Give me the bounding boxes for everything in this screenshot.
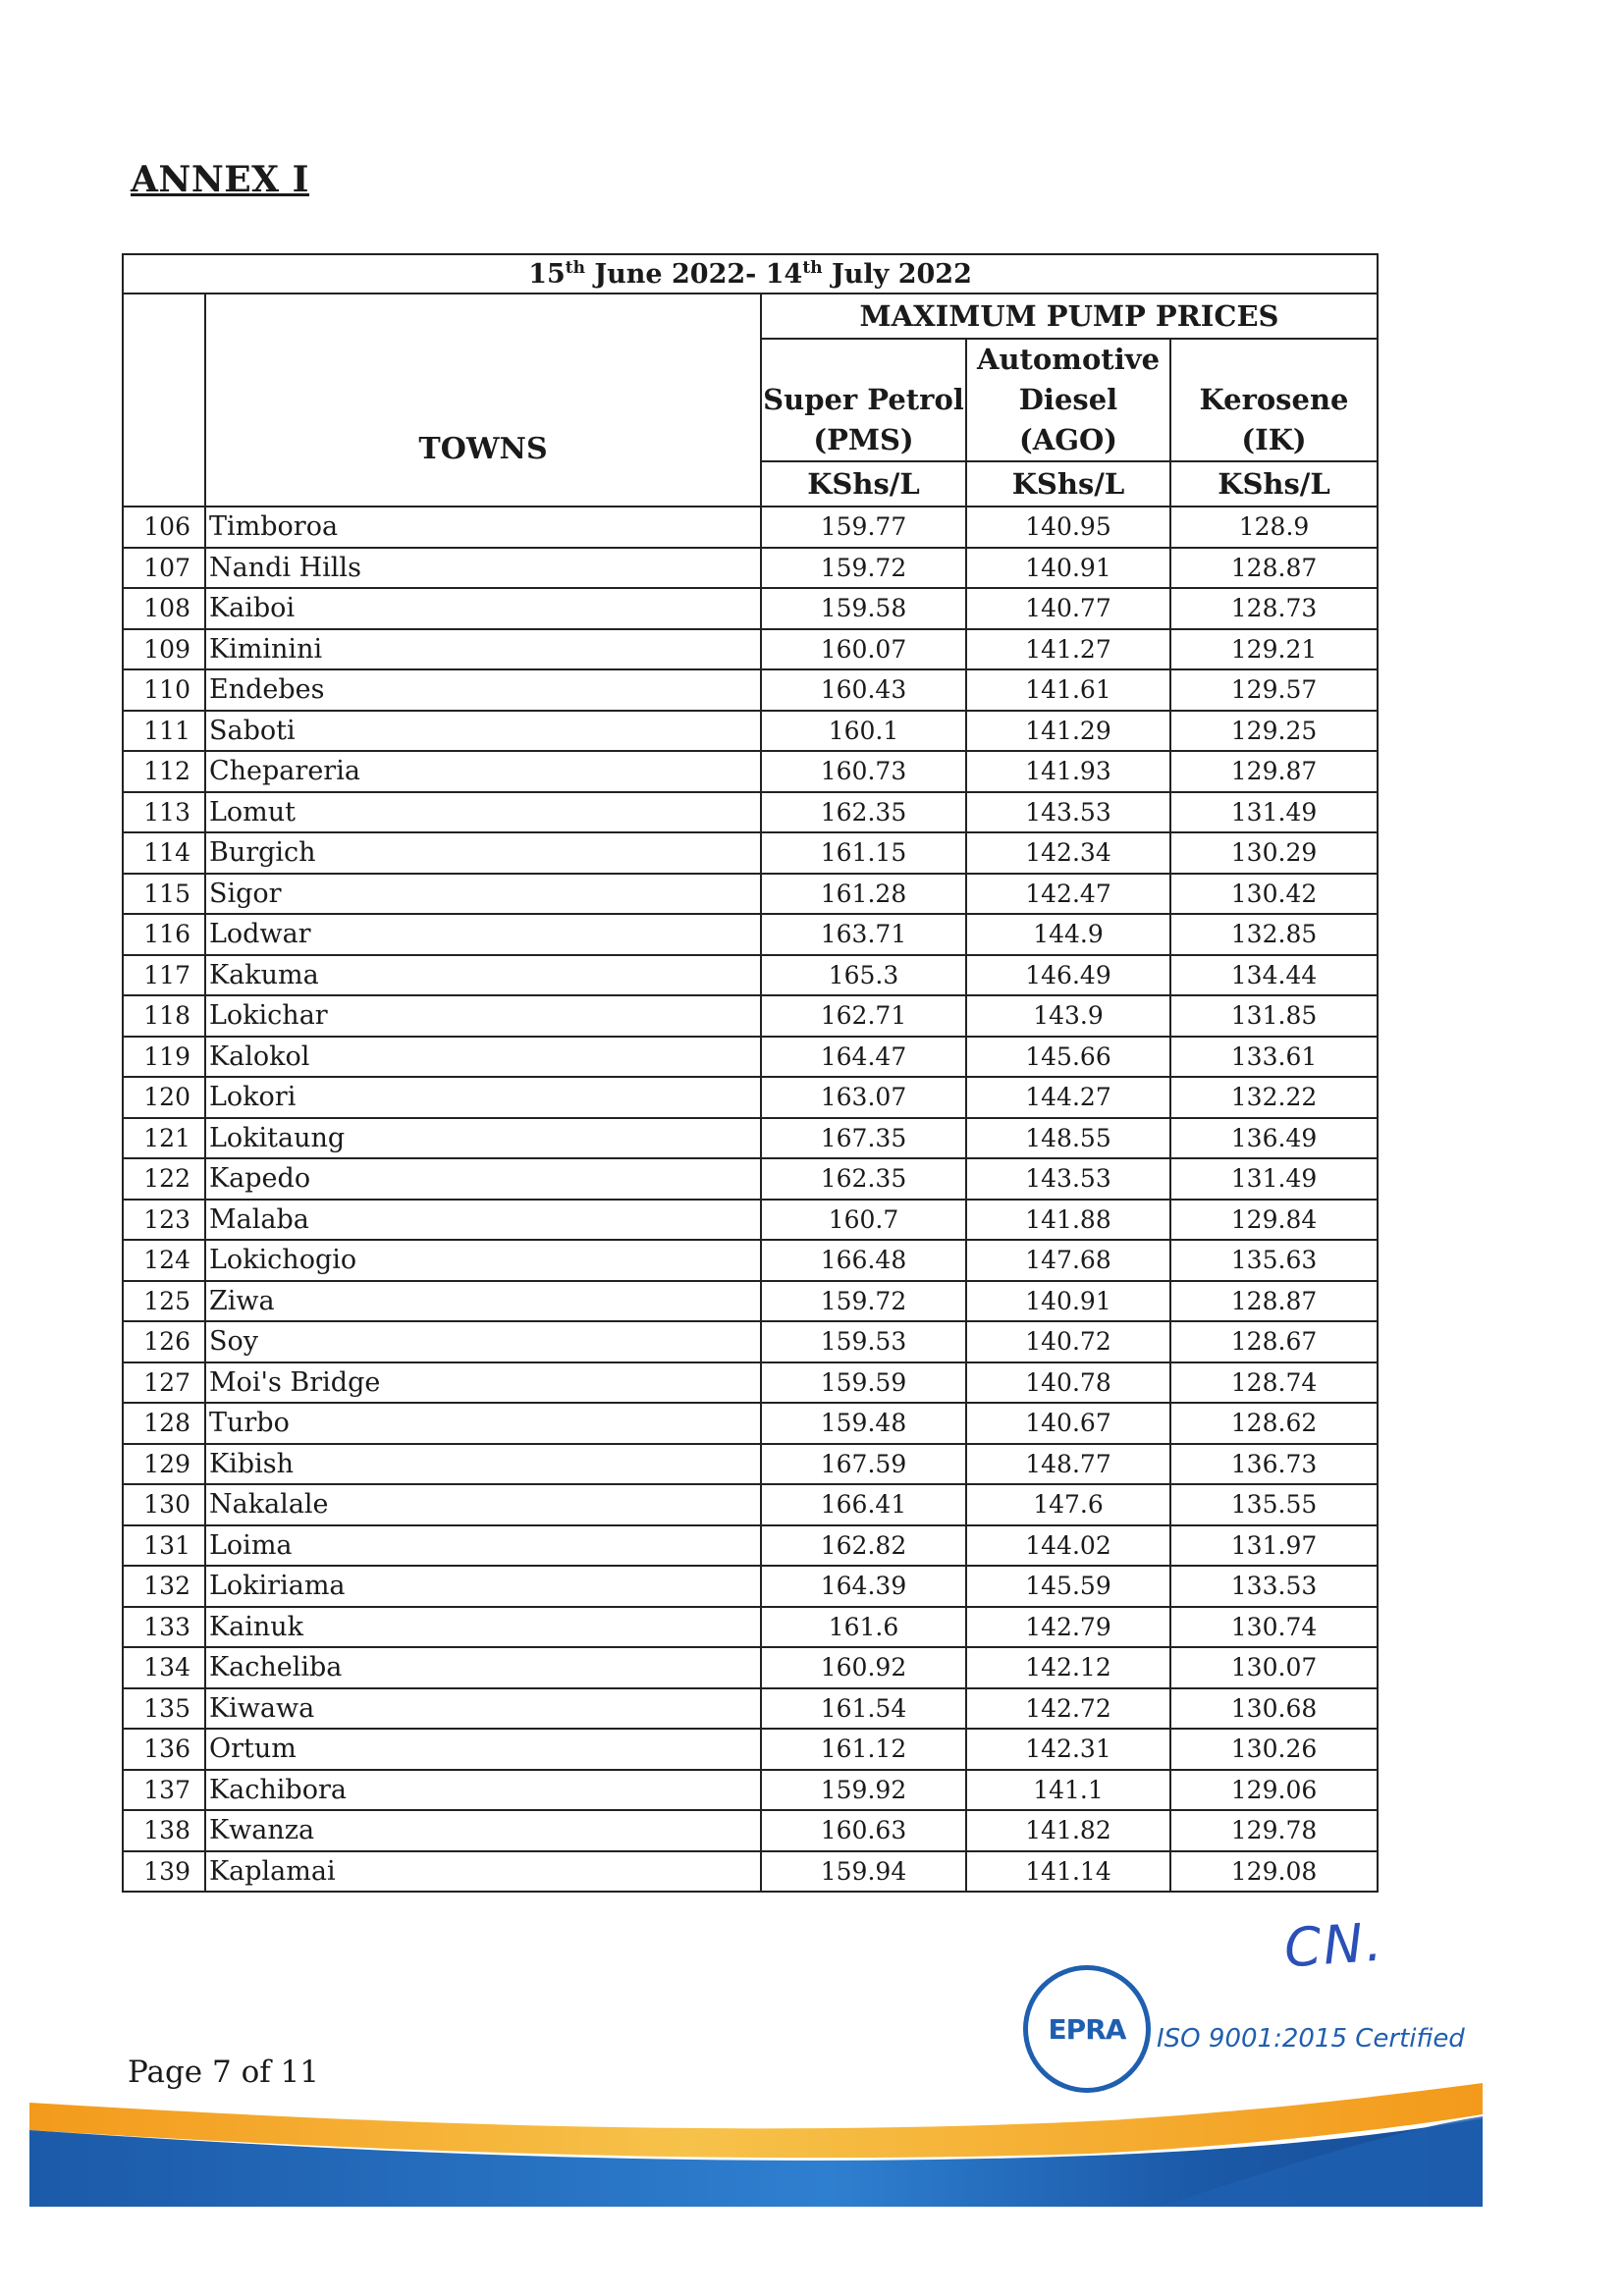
table-row <box>123 507 1378 548</box>
table-row <box>123 955 1378 996</box>
ik-price: 136.49 <box>1170 1118 1378 1159</box>
town-name: Ziwa <box>205 1281 761 1322</box>
ago-price: 142.47 <box>966 874 1170 915</box>
town-name: Lokori <box>205 1077 761 1118</box>
table-row <box>123 1607 1378 1648</box>
ik-price: 128.74 <box>1170 1362 1378 1404</box>
town-name: Lokitaung <box>205 1118 761 1159</box>
town-name: Kwanza <box>205 1810 761 1851</box>
town-name: Kibish <box>205 1444 761 1485</box>
town-name: Malaba <box>205 1200 761 1241</box>
town-name: Kiminini <box>205 629 761 670</box>
row-number: 111 <box>123 711 205 752</box>
ik-price: 129.78 <box>1170 1810 1378 1851</box>
table-row <box>123 1118 1378 1159</box>
town-name: Burgich <box>205 832 761 874</box>
row-number: 121 <box>123 1118 205 1159</box>
table-row <box>123 1647 1378 1688</box>
table-row <box>123 1037 1378 1078</box>
ik-price: 131.97 <box>1170 1525 1378 1567</box>
row-number: 124 <box>123 1240 205 1281</box>
row-number: 138 <box>123 1810 205 1851</box>
pms-price: 161.12 <box>761 1729 966 1770</box>
row-number: 118 <box>123 995 205 1037</box>
handwritten-initials: CN. <box>1281 1910 1386 1980</box>
ik-price: 130.42 <box>1170 874 1378 915</box>
town-name: Lokiriama <box>205 1566 761 1607</box>
table-row <box>123 669 1378 711</box>
pms-price: 159.48 <box>761 1403 966 1444</box>
pms-price: 164.39 <box>761 1566 966 1607</box>
ik-price: 129.21 <box>1170 629 1378 670</box>
maximum-pump-prices-header: MAXIMUM PUMP PRICES <box>761 294 1378 339</box>
ago-price: 141.88 <box>966 1200 1170 1241</box>
ik-price: 131.49 <box>1170 792 1378 833</box>
table-row <box>123 1729 1378 1770</box>
table-row <box>123 588 1378 629</box>
ago-price: 141.14 <box>966 1851 1170 1893</box>
table-row <box>123 792 1378 833</box>
table-row <box>123 1770 1378 1811</box>
ago-price: 142.79 <box>966 1607 1170 1648</box>
ik-price: 128.87 <box>1170 548 1378 589</box>
ago-price: 147.68 <box>966 1240 1170 1281</box>
town-name: Nakalale <box>205 1484 761 1525</box>
ago-price: 144.02 <box>966 1525 1170 1567</box>
ik-price: 128.62 <box>1170 1403 1378 1444</box>
table-row <box>123 1810 1378 1851</box>
ik-price: 132.22 <box>1170 1077 1378 1118</box>
annex-title: ANNEX I <box>131 159 309 200</box>
table-row <box>123 1321 1378 1362</box>
town-name: Nandi Hills <box>205 548 761 589</box>
row-number: 114 <box>123 832 205 874</box>
pms-price: 159.92 <box>761 1770 966 1811</box>
table-row <box>123 1240 1378 1281</box>
ik-price: 128.67 <box>1170 1321 1378 1362</box>
ik-price: 130.68 <box>1170 1688 1378 1730</box>
ago-price: 140.91 <box>966 1281 1170 1322</box>
pump-prices-table <box>122 253 1379 1893</box>
ik-price: 132.85 <box>1170 914 1378 955</box>
town-name: Lodwar <box>205 914 761 955</box>
ago-price: 141.61 <box>966 669 1170 711</box>
ago-price: 141.27 <box>966 629 1170 670</box>
pms-price: 159.58 <box>761 588 966 629</box>
row-number: 139 <box>123 1851 205 1893</box>
table-row <box>123 629 1378 670</box>
table-row <box>123 832 1378 874</box>
pms-price: 163.71 <box>761 914 966 955</box>
row-number: 112 <box>123 751 205 792</box>
pms-price: 167.59 <box>761 1444 966 1485</box>
row-number: 108 <box>123 588 205 629</box>
ik-price: 136.73 <box>1170 1444 1378 1485</box>
pms-price: 161.28 <box>761 874 966 915</box>
ago-price: 140.72 <box>966 1321 1170 1362</box>
ik-price: 130.07 <box>1170 1647 1378 1688</box>
ago-price: 140.78 <box>966 1362 1170 1404</box>
table-row <box>123 751 1378 792</box>
ago-price: 145.59 <box>966 1566 1170 1607</box>
pms-price: 159.77 <box>761 507 966 548</box>
kerosene-header: Kerosene (IK) <box>1170 339 1378 461</box>
super-petrol-header: Super Petrol (PMS) <box>761 339 966 461</box>
pms-price: 161.6 <box>761 1607 966 1648</box>
ik-price: 130.74 <box>1170 1607 1378 1648</box>
pms-price: 159.53 <box>761 1321 966 1362</box>
pms-price: 165.3 <box>761 955 966 996</box>
diesel-header: Automotive Diesel (AGO) <box>966 339 1170 461</box>
row-number: 128 <box>123 1403 205 1444</box>
ik-price: 128.87 <box>1170 1281 1378 1322</box>
table-row <box>123 1158 1378 1200</box>
ik-price: 129.87 <box>1170 751 1378 792</box>
ago-price: 147.6 <box>966 1484 1170 1525</box>
row-number: 110 <box>123 669 205 711</box>
pms-price: 160.43 <box>761 669 966 711</box>
ik-price: 135.63 <box>1170 1240 1378 1281</box>
pms-price: 160.07 <box>761 629 966 670</box>
ago-price: 148.77 <box>966 1444 1170 1485</box>
ik-price: 131.85 <box>1170 995 1378 1037</box>
ik-price: 131.49 <box>1170 1158 1378 1200</box>
pms-price: 160.73 <box>761 751 966 792</box>
ago-price: 140.95 <box>966 507 1170 548</box>
pms-price: 159.72 <box>761 1281 966 1322</box>
pms-price: 166.41 <box>761 1484 966 1525</box>
pms-price: 162.35 <box>761 792 966 833</box>
town-name: Kainuk <box>205 1607 761 1648</box>
table-row <box>123 1077 1378 1118</box>
towns-header: TOWNS <box>205 294 761 507</box>
ago-price: 142.34 <box>966 832 1170 874</box>
pms-price: 162.82 <box>761 1525 966 1567</box>
ik-price: 133.61 <box>1170 1037 1378 1078</box>
ik-price: 129.08 <box>1170 1851 1378 1893</box>
ik-price: 134.44 <box>1170 955 1378 996</box>
table-row <box>123 874 1378 915</box>
table-row <box>123 711 1378 752</box>
ago-price: 140.77 <box>966 588 1170 629</box>
row-number: 117 <box>123 955 205 996</box>
town-name: Moi's Bridge <box>205 1362 761 1404</box>
epra-logo <box>1023 1965 1151 2093</box>
ago-price: 144.9 <box>966 914 1170 955</box>
pms-unit-header: KShs/L <box>761 461 966 507</box>
town-name: Timboroa <box>205 507 761 548</box>
row-number: 137 <box>123 1770 205 1811</box>
ago-price: 148.55 <box>966 1118 1170 1159</box>
table-row <box>123 1484 1378 1525</box>
ik-price: 128.73 <box>1170 588 1378 629</box>
town-name: Lokichar <box>205 995 761 1037</box>
ago-price: 142.72 <box>966 1688 1170 1730</box>
table-row <box>123 1525 1378 1567</box>
row-number: 132 <box>123 1566 205 1607</box>
town-name: Sigor <box>205 874 761 915</box>
table-body <box>123 507 1378 1892</box>
ago-price: 142.12 <box>966 1647 1170 1688</box>
town-name: Kiwawa <box>205 1688 761 1730</box>
pms-price: 160.1 <box>761 711 966 752</box>
ik-price: 130.26 <box>1170 1729 1378 1770</box>
town-name: Saboti <box>205 711 761 752</box>
ago-price: 143.9 <box>966 995 1170 1037</box>
ik-price: 128.9 <box>1170 507 1378 548</box>
table-row <box>123 1566 1378 1607</box>
ago-price: 143.53 <box>966 1158 1170 1200</box>
table-row <box>123 548 1378 589</box>
table-row <box>123 1362 1378 1404</box>
ik-price: 129.25 <box>1170 711 1378 752</box>
row-number: 127 <box>123 1362 205 1404</box>
row-number: 131 <box>123 1525 205 1567</box>
iso-certification: ISO 9001:2015 Certified <box>1157 2024 1465 2054</box>
page-number: Page 7 of 11 <box>128 2055 320 2090</box>
pms-price: 161.15 <box>761 832 966 874</box>
pms-price: 167.35 <box>761 1118 966 1159</box>
ago-price: 141.1 <box>966 1770 1170 1811</box>
pms-price: 163.07 <box>761 1077 966 1118</box>
table-row <box>123 914 1378 955</box>
table-row <box>123 1281 1378 1322</box>
row-number: 136 <box>123 1729 205 1770</box>
town-name: Kakuma <box>205 955 761 996</box>
ik-price: 129.84 <box>1170 1200 1378 1241</box>
pms-price: 162.35 <box>761 1158 966 1200</box>
row-number: 116 <box>123 914 205 955</box>
row-number: 134 <box>123 1647 205 1688</box>
row-number: 120 <box>123 1077 205 1118</box>
town-name: Kacheliba <box>205 1647 761 1688</box>
town-name: Soy <box>205 1321 761 1362</box>
town-name: Kaplamai <box>205 1851 761 1893</box>
ik-price: 129.57 <box>1170 669 1378 711</box>
town-name: Turbo <box>205 1403 761 1444</box>
town-name: Kaiboi <box>205 588 761 629</box>
town-name: Kachibora <box>205 1770 761 1811</box>
ago-price: 144.27 <box>966 1077 1170 1118</box>
ago-price: 140.67 <box>966 1403 1170 1444</box>
ik-price: 135.55 <box>1170 1484 1378 1525</box>
ik-price: 129.06 <box>1170 1770 1378 1811</box>
pms-price: 160.92 <box>761 1647 966 1688</box>
row-number: 135 <box>123 1688 205 1730</box>
table-row <box>123 1851 1378 1893</box>
ago-unit-header: KShs/L <box>966 461 1170 507</box>
table-row <box>123 1688 1378 1730</box>
town-name: Lomut <box>205 792 761 833</box>
row-number: 133 <box>123 1607 205 1648</box>
pms-price: 159.72 <box>761 548 966 589</box>
row-number: 122 <box>123 1158 205 1200</box>
row-number: 119 <box>123 1037 205 1078</box>
pms-price: 161.54 <box>761 1688 966 1730</box>
pms-price: 160.63 <box>761 1810 966 1851</box>
pms-price: 159.59 <box>761 1362 966 1404</box>
pms-price: 160.7 <box>761 1200 966 1241</box>
ik-price: 133.53 <box>1170 1566 1378 1607</box>
ik-unit-header: KShs/L <box>1170 461 1378 507</box>
pms-price: 162.71 <box>761 995 966 1037</box>
row-number: 125 <box>123 1281 205 1322</box>
row-number: 107 <box>123 548 205 589</box>
row-number: 123 <box>123 1200 205 1241</box>
ago-price: 141.29 <box>966 711 1170 752</box>
ago-price: 141.93 <box>966 751 1170 792</box>
ago-price: 142.31 <box>966 1729 1170 1770</box>
table-row <box>123 1444 1378 1485</box>
ago-price: 140.91 <box>966 548 1170 589</box>
epra-logo-text: EPRA <box>1048 2012 1126 2046</box>
table-row <box>123 1200 1378 1241</box>
ago-price: 141.82 <box>966 1810 1170 1851</box>
pms-price: 166.48 <box>761 1240 966 1281</box>
pms-price: 164.47 <box>761 1037 966 1078</box>
row-number: 113 <box>123 792 205 833</box>
row-number: 115 <box>123 874 205 915</box>
table-row <box>123 995 1378 1037</box>
row-number: 129 <box>123 1444 205 1485</box>
row-number: 106 <box>123 507 205 548</box>
row-number-header <box>123 294 205 507</box>
row-number: 126 <box>123 1321 205 1362</box>
town-name: Loima <box>205 1525 761 1567</box>
ago-price: 145.66 <box>966 1037 1170 1078</box>
period-header: 15th June 2022- 14th July 2022 <box>123 254 1378 294</box>
town-name: Ortum <box>205 1729 761 1770</box>
town-name: Kapedo <box>205 1158 761 1200</box>
row-number: 130 <box>123 1484 205 1525</box>
footer-wave-band <box>29 2081 1483 2209</box>
town-name: Chepareria <box>205 751 761 792</box>
ago-price: 143.53 <box>966 792 1170 833</box>
row-number: 109 <box>123 629 205 670</box>
town-name: Lokichogio <box>205 1240 761 1281</box>
ik-price: 130.29 <box>1170 832 1378 874</box>
pms-price: 159.94 <box>761 1851 966 1893</box>
town-name: Endebes <box>205 669 761 711</box>
table-row <box>123 1403 1378 1444</box>
town-name: Kalokol <box>205 1037 761 1078</box>
ago-price: 146.49 <box>966 955 1170 996</box>
period-row <box>123 254 1378 294</box>
